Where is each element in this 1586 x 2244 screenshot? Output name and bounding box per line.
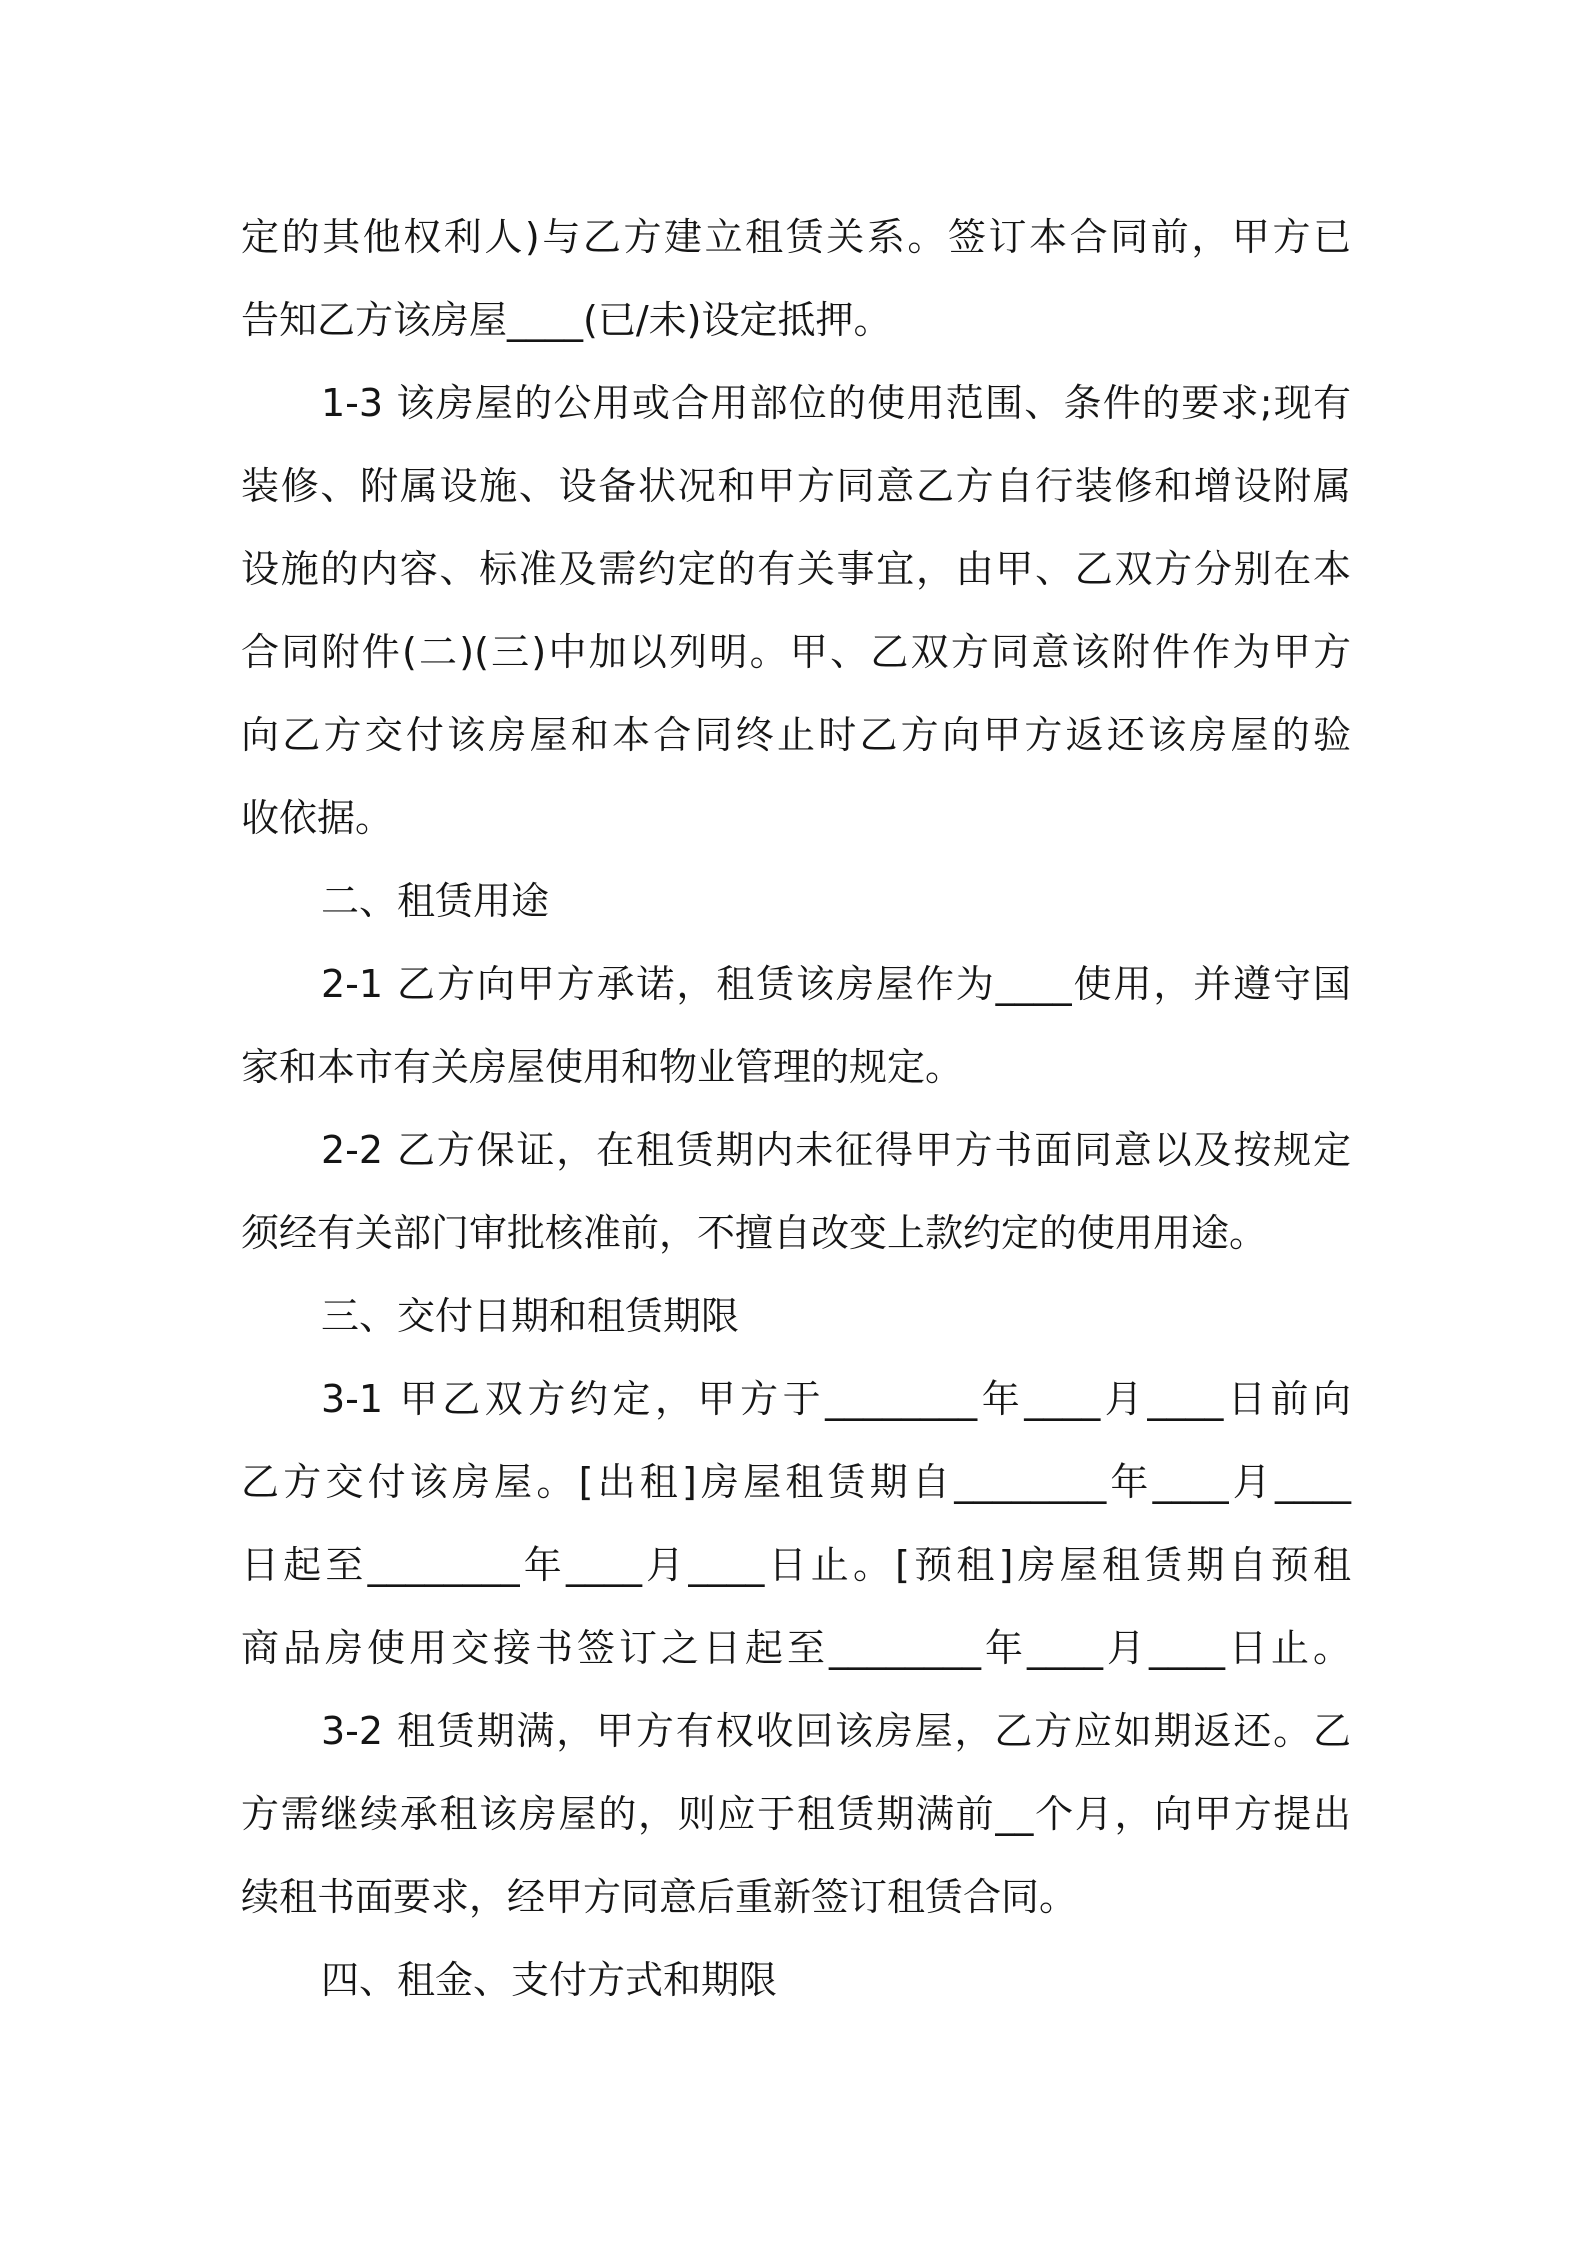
body-line: 向乙方交付该房屋和本合同终止时乙方向甲方返还该房屋的验 <box>241 713 1351 757</box>
body-line: 设施的内容、标准及需约定的有关事宜，由甲、乙双方分别在本 <box>241 547 1351 591</box>
body-line: 续租书面要求，经甲方同意后重新签订租赁合同。 <box>241 1875 1078 1919</box>
clause-2-2-line: 2-2 乙方保证，在租赁期内未征得甲方书面同意以及按规定 <box>321 1128 1351 1172</box>
clause-2-1-line: 2-1 乙方向甲方承诺，租赁该房屋作为____使用，并遵守国 <box>321 962 1351 1006</box>
section-heading: 三、交付日期和租赁期限 <box>321 1294 740 1338</box>
body-line: 家和本市有关房屋使用和物业管理的规定。 <box>241 1045 964 1089</box>
body-line: 乙方交付该房屋。[出租]房屋租赁期自________年____月____ <box>241 1460 1351 1504</box>
body-line: 合同附件(二)(三)中加以列明。甲、乙双方同意该附件作为甲方 <box>241 630 1351 674</box>
body-line: 定的其他权利人)与乙方建立租赁关系。签订本合同前，甲方已 <box>241 215 1351 259</box>
section-heading: 四、租金、支付方式和期限 <box>321 1958 778 2002</box>
clause-3-2-line: 3-2 租赁期满，甲方有权收回该房屋，乙方应如期返还。乙 <box>321 1709 1351 1753</box>
body-line: 告知乙方该房屋____(已/未)设定抵押。 <box>241 298 892 342</box>
clause-1-3-line: 1-3 该房屋的公用或合用部位的使用范围、条件的要求;现有 <box>321 381 1351 425</box>
clause-3-1-line: 3-1 甲乙双方约定，甲方于________年____月____日前向 <box>321 1377 1351 1421</box>
body-line: 商品房使用交接书签订之日起至________年____月____日止。 <box>241 1626 1351 1670</box>
body-line: 须经有关部门审批核准前，不擅自改变上款约定的使用用途。 <box>241 1211 1268 1255</box>
body-line: 收依据。 <box>241 796 394 840</box>
body-line: 装修、附属设施、设备状况和甲方同意乙方自行装修和增设附属 <box>241 464 1351 508</box>
body-line: 方需继续承租该房屋的，则应于租赁期满前__个月，向甲方提出 <box>241 1792 1351 1836</box>
document-body <box>241 196 1351 2022</box>
section-heading: 二、租赁用途 <box>321 879 550 923</box>
body-line: 日起至________年____月____日止。[预租]房屋租赁期自预租 <box>241 1543 1351 1587</box>
